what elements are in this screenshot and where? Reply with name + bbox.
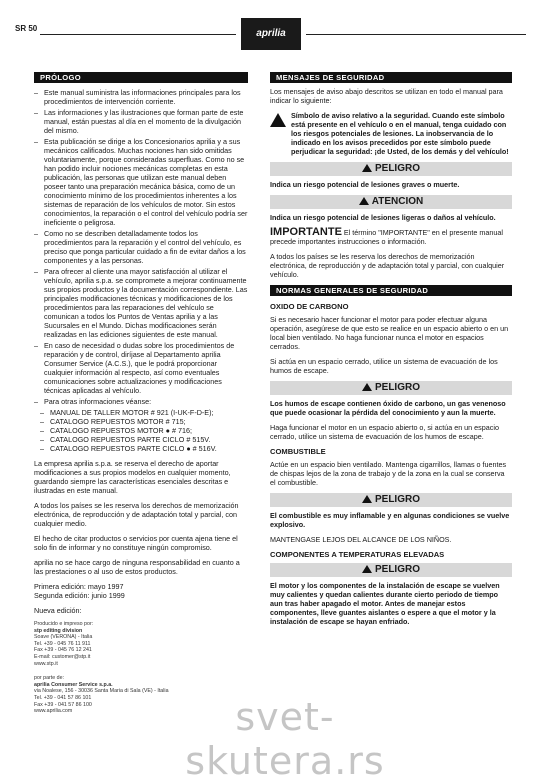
- publisher-line: Tel. +39 - 041 57 86 101: [34, 694, 92, 701]
- imprint-line: Producido e impreso por:: [34, 621, 94, 627]
- warning-triangle-icon: [362, 164, 372, 172]
- publisher-line: aprilia Consumer Service s.p.a.: [34, 681, 113, 688]
- brand-logo: aprilia: [241, 18, 301, 50]
- warning-triangle-icon: [362, 383, 372, 391]
- list-item: – MANUAL DE TALLER MOTOR # 921 (I-UK-F-D-E);: [40, 408, 248, 417]
- imprint-line: Soave (VERONA) - Italia: [34, 634, 93, 641]
- references-list: [34, 408, 248, 453]
- section-title-safety: MENSAJES DE SEGURIDAD: [270, 72, 512, 83]
- list-item: – Esta publicación se dirige a los Concesionarios aprilia y a sus mecánicos calificados. Muchas nociones han sido omitidas voluntariamente, porque consideradas superfluas. Como no se han podido incluir nociones mecánicas completas en esta publicación, las personas que utilizan este manual deben poseer tanto una preparación mecánica básica, como de un conocimiento mínimo de los procedimientos inherentes a los sistemas de reparación de los vehículos de motor. Sin estos conocimientos, la reparación o el control del vehículo podría ser ineficiente o peligrosa.: [34, 137, 248, 227]
- importante-label: IMPORTANTE: [270, 226, 342, 238]
- edition-new: Nueva edición:: [34, 606, 82, 615]
- paragraph: La empresa aprilia s.p.a. se reserva el derecho de aportar modificaciones a sus propios modelos en cualquier momento, guardando siempre las características esenciales descritas e ilustradas en este manual.: [34, 459, 231, 495]
- paragraph: Si actúa en un espacio cerrado, utilice un sistema de evacuación de los humos de escape.: [270, 357, 498, 375]
- edition-second: Segunda edición: junio 1999: [34, 591, 125, 600]
- warning-triangle-icon: [359, 197, 369, 205]
- list-item: – Para ofrecer al cliente una mayor satisfacción al utilizar el vehículo, aprilia s.p.a. se compromete a mejorar continuamente sus propios productos y la documentación correspondiente. Las principales modificaciones técnicas y modificaciones de los procedimientos para las reparaciones del vehículo se comunican a todos los Puntos de Ventas aprilia y a las Sucursales en el Mundo. Dichas modificaciones serán realizadas en las ediciones siguientes de este manual.: [34, 267, 248, 339]
- paragraph: Haga funcionar el motor en un espacio abierto o, si actúa en un espacio cerrado, utilice un sistema de evacuación de los humos de escape.: [270, 423, 499, 441]
- list-item: – CATALOGO REPUESTOS PARTE CICLO # 515V.: [40, 435, 248, 444]
- imprint-line: stp editing division: [34, 627, 83, 634]
- publisher-line: por parte de:: [34, 675, 65, 682]
- publisher-line: www.aprilia.com: [34, 708, 73, 715]
- peligro-label: PELIGRO: [374, 382, 420, 393]
- warning-triangle-icon: [362, 565, 372, 573]
- importante-paragraph: [270, 228, 512, 246]
- list-item: – CATALOGO REPUESTOS MOTOR ● # 716;: [40, 426, 248, 435]
- peligro-banner: [270, 381, 512, 395]
- safety-symbol-block: [270, 111, 512, 162]
- list-item: – Como no se describen detalladamente todos los procedimientos para la reparación y el control del vehículo, es preciso que ponga particular cuidado a fin de evitar daños a los componentes y a las personas.: [34, 229, 248, 265]
- list-item: – CATALOGO REPUESTOS MOTOR # 715;: [40, 417, 248, 426]
- paragraph: A todos los países se les reserva los derechos de memorización electrónica, de reproducción y de adaptación total y parcial, con cualquier medio.: [34, 501, 239, 528]
- peligro-text: Los humos de escape contienen óxido de carbono, un gas venenoso que puede ocasionar la pérdida del conocimiento y aun la muerte.: [270, 399, 506, 417]
- heading-componentes: COMPONENTES A TEMPERATURAS ELEVADAS: [270, 550, 445, 559]
- header-rule-left: [40, 34, 236, 35]
- watermark: svet-skutera.rs: [185, 695, 385, 783]
- peligro-banner: [270, 493, 512, 507]
- imprint-line: Tel. +39 - 045 76 11 911: [34, 640, 91, 647]
- model-label: SR 50: [15, 24, 38, 33]
- list-item: – CATALOGO REPUESTOS PARTE CICLO ● # 516V.: [40, 444, 248, 453]
- rights-paragraph: A todos los países se les reserva los derechos de memorización electrónica, de reproducción y de adaptación total y parcial, con cualquier vehículo.: [270, 252, 505, 279]
- peligro-banner: [270, 162, 512, 176]
- imprint-line: Fax +39 - 045 76 12 241: [34, 647, 92, 654]
- edition-first: Primera edición: mayo 1997: [34, 582, 124, 591]
- publisher-line: Fax +39 - 041 57 86 100: [34, 701, 92, 708]
- heading-oxido: OXIDO DE CARBONO: [270, 302, 349, 311]
- list-item: – Las informaciones y las ilustraciones que forman parte de este manual, están puestas al día en el momento de la divulgación del mismo.: [34, 108, 248, 135]
- peligro-label: PELIGRO: [374, 494, 420, 505]
- prologo-list: [34, 88, 248, 406]
- peligro-label: PELIGRO: [374, 564, 420, 575]
- safety-symbol-text: Símbolo de aviso relativo a la seguridad. Cuando este símbolo está presente en el vehículo o en el manual, tenga cuidado con los riesgos potenciales de lesiones. La inobservancia de lo indicado en los avisos precedidos por este símbolo puede perjudicar la seguridad: ¡de Usted, de los demás y del vehículo!: [291, 111, 509, 156]
- header-rule-right: [306, 34, 526, 35]
- peligro-banner: [270, 563, 512, 577]
- paragraph: El hecho de citar productos o servicios por cuenta ajena tiene el solo fin de informar y no constituye ningún compromiso.: [34, 534, 238, 552]
- warning-triangle-icon: [270, 113, 286, 127]
- left-column: [34, 72, 248, 715]
- list-item: – Para otras informaciones véanse:: [34, 397, 248, 406]
- paragraph: MANTENGASE LEJOS DEL ALCANCE DE LOS NIÑOS.: [270, 535, 452, 544]
- paragraph: aprilia no se hace cargo de ninguna responsabilidad en cuanto a las prestaciones o al uso de estos productos.: [34, 558, 240, 576]
- section-title-norms: NORMAS GENERALES DE SEGURIDAD: [270, 285, 512, 296]
- heading-combustible: COMBUSTIBLE: [270, 447, 326, 456]
- safety-intro: Los mensajes de aviso abajo descritos se utilizan en todo el manual para indicar lo siguiente:: [270, 87, 503, 105]
- page-header: [0, 8, 543, 39]
- peligro-text: El combustible es muy inflamable y en algunas condiciones se vuelve explosivo.: [270, 511, 510, 529]
- warning-triangle-icon: [362, 495, 372, 503]
- publisher-line: via Noalese, 156 - 30036 Santa Maria di Sala (VE) - Italia: [34, 688, 169, 695]
- section-title-prologo: PRÓLOGO: [34, 72, 248, 83]
- importante-text: El término "IMPORTANTE" en el presente manual precede importantes instrucciones o información.: [270, 228, 503, 246]
- peligro-text: Indica un riesgo potencial de lesiones graves o muerte.: [270, 180, 460, 189]
- atencion-label: ATENCION: [371, 196, 424, 207]
- list-item: – En caso de necesidad o dudas sobre los procedimientos de reparación y de control, diríjase al Departamento aprilia Consumer Service (A.C.S.), que le podrá proporcionar cualquier información al respecto, así como eventuales comunicaciones sobre actualizaciones y modificaciones técnicas aplicadas al vehículo.: [34, 341, 248, 395]
- imprint-line: E-mail: customer@stp.it: [34, 653, 91, 660]
- atencion-banner: [270, 195, 512, 209]
- paragraph: Si es necesario hacer funcionar el motor para poder efectuar alguna operación, asegúrese de que esto se realice en un espacio abierto o en un local bien ventilado. No haga funcionar nunca el motor en espacios cerrados.: [270, 315, 509, 351]
- peligro-text: El motor y los componentes de la instalación de escape se vuelven muy calientes y quedan calientes durante cierto periodo de tiempo aun tras haber apagado el motor. Antes de manejar estos componentes, lleve guantes aislantes o espere a que el motor y la instalación de escape se hayan enfriado.: [270, 581, 500, 626]
- peligro-label: PELIGRO: [374, 163, 420, 174]
- atencion-text: Indica un riesgo potencial de lesiones ligeras o daños al vehículo.: [270, 213, 496, 222]
- paragraph: Actúe en un espacio bien ventilado. Mantenga cigarrillos, llamas o fuentes de chispas lejos de la zona de trabajo y de la zona en la cual se conserva el combustible.: [270, 460, 507, 487]
- imprint-line: www.stp.it: [34, 660, 58, 667]
- list-item: – Este manual suministra las informaciones principales para los procedimientos de intervención corriente.: [34, 88, 248, 106]
- right-column: [270, 72, 512, 632]
